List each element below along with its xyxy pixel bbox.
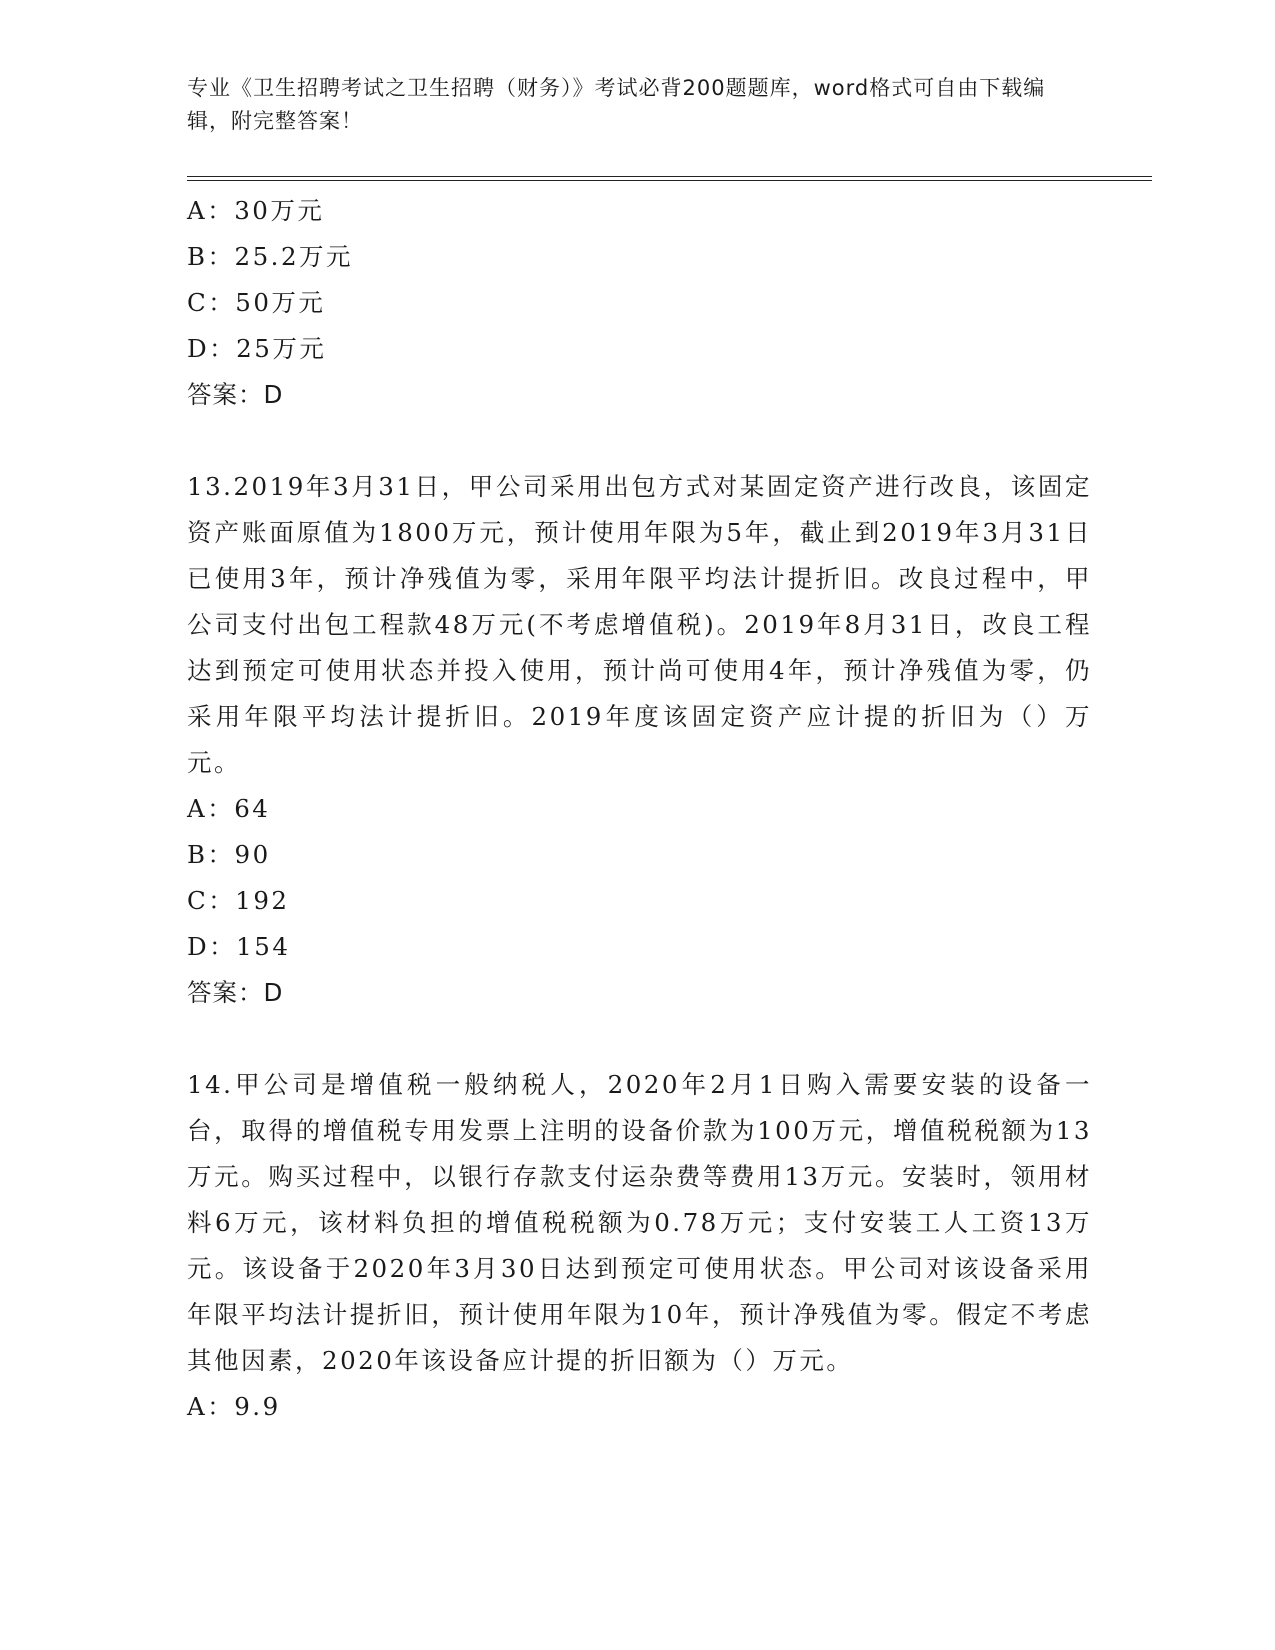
option-b: B：90 [187,840,271,869]
option-a: A：9.9 [187,1392,281,1421]
option-c: C：192 [187,886,290,915]
question-spacer [187,418,1092,464]
option-d: D：154 [187,932,291,961]
header-rule-bottom [187,180,1152,181]
header-rule-top [187,176,1152,177]
question-13-block [187,464,1092,1016]
question-content [187,188,1092,1430]
answer-line: 答案：D [187,380,284,409]
question-spacer [187,1016,1092,1062]
question-13-stem: 13.2019年3月31日，甲公司采用出包方式对某固定资产进行改良，该固定资产账面原值为1800万元，预计使用年限为5年，截止到2019年3月31日已使用3年，预计净残值为零，采用年限平均法计提折旧。改良过程中，甲公司支付出包工程款48万元(不考虑增值税)。2019年8月31日，改良工程达到预定可使用状态并投入使用，预计尚可使用4年，预计净残值为零，仍采用年限平均法计提折旧。2019年度该固定资产应计提的折旧为（）万元。 [187,472,1092,777]
document-header: 专业《卫生招聘考试之卫生招聘（财务）》考试必背200题题库，word格式可自由下载编辑，附完整答案！ [187,76,1046,133]
question-14-stem: 14.甲公司是增值税一般纳税人，2020年2月1日购入需要安装的设备一台，取得的增值税专用发票上注明的设备价款为100万元，增值税税额为13万元。购买过程中，以银行存款支付运杂费等费用13万元。安装时，领用材料6万元，该材料负担的增值税税额为0.78万元；支付安装工人工资13万元。该设备于2020年3月30日达到预定可使用状态。甲公司对该设备采用年限平均法计提折旧，预计使用年限为10年，预计净残值为零。假定不考虑其他因素，2020年该设备应计提的折旧额为（）万元。 [187,1070,1092,1375]
question-14-block [187,1062,1092,1430]
option-a: A：64 [187,794,271,823]
previous-question-block [187,188,1092,418]
option-d: D：25万元 [187,334,327,363]
answer-line: 答案：D [187,978,284,1007]
option-b: B：25.2万元 [187,242,354,271]
option-c: C：50万元 [187,288,326,317]
option-a: A：30万元 [187,196,325,225]
